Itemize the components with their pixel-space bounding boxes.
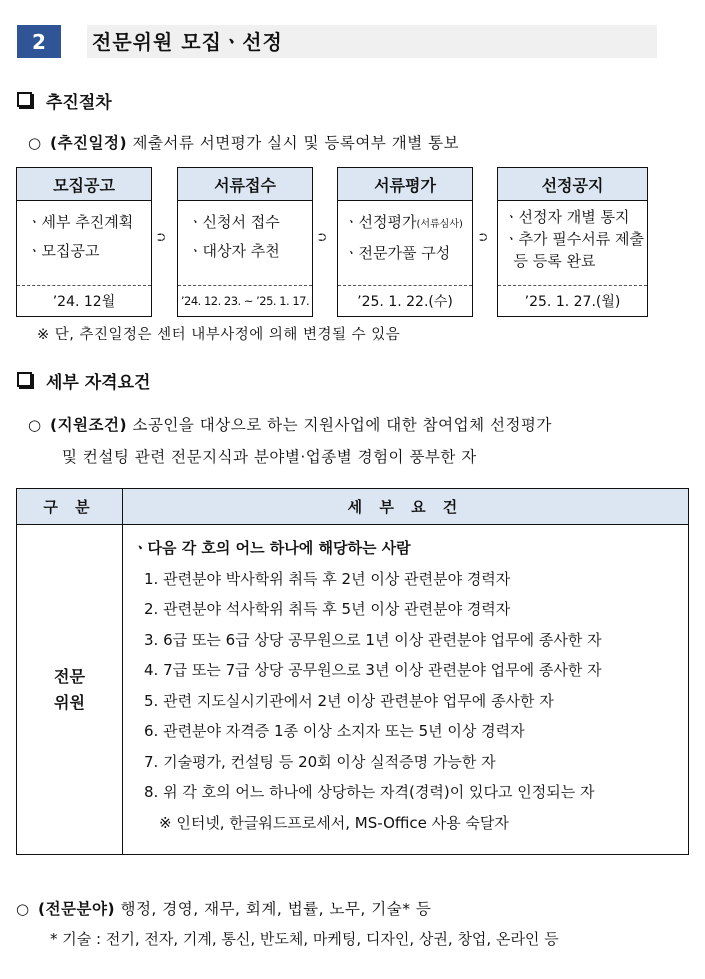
step-title: 선정공지: [498, 168, 647, 201]
process-step-1: [16, 167, 152, 317]
step-item: ㆍ전문가풀 구성: [344, 244, 451, 262]
requirements-table: [16, 488, 689, 855]
requirement-item: 7. 기술평가, 컨설팅 등 20회 이상 실적증명 가능한 자: [144, 752, 496, 771]
step-item: ㆍ대상자 추천: [188, 242, 280, 260]
circle-bullet-icon: ○: [28, 134, 42, 152]
fields-line: ○ (전문분야) 행정, 경영, 재무, 회계, 법률, 노무, 기술* 등: [16, 900, 432, 918]
process-step-4: [497, 167, 648, 317]
circle-bullet-icon: ○: [28, 416, 42, 434]
column-header-category: 구 분: [17, 489, 123, 525]
checkbox-square-icon: [17, 92, 32, 107]
schedule-line: ○ (추진일정) 제출서류 서면평가 실시 및 등록여부 개별 통보: [28, 134, 460, 152]
requirement-footnote: ※ 인터넷, 한글워드프로세서, MS-Office 사용 숙달자: [159, 813, 509, 832]
column-header-details: 세 부 요 건: [123, 489, 689, 525]
requirement-item: 3. 6급 또는 6급 상당 공무원으로 1년 이상 관련분야 업무에 종사한 자: [144, 630, 602, 649]
requirement-item: 5. 관련 지도실시기관에서 2년 이상 관련분야 업무에 종사한 자: [144, 691, 554, 710]
requirement-item: 1. 관련분야 박사학위 취득 후 2년 이상 관련분야 경력자: [144, 569, 511, 588]
qualification-heading: 세부 자격요건: [17, 372, 150, 394]
circle-bullet-icon: ○: [16, 900, 30, 918]
arrow-right-icon: ⮊: [157, 231, 166, 244]
step-date: ’24. 12. 23. ~ ’25. 1. 17.: [178, 285, 312, 316]
requirement-item: 8. 위 각 호의 어느 하나에 상당하는 자격(경력)이 있다고 인정되는 자: [144, 783, 595, 801]
step-item: 등 등록 완료: [504, 252, 596, 270]
step-item: ㆍ선정자 개별 통지: [504, 208, 630, 226]
step-item: ㆍ추가 필수서류 제출: [504, 230, 644, 248]
process-step-2: [177, 167, 313, 317]
row-label: 전문 위원: [17, 525, 123, 855]
arrow-right-icon: ⮊: [318, 231, 327, 244]
step-date: ’24. 12월: [17, 285, 151, 316]
requirements-cell: [123, 525, 689, 855]
process-step-3: [337, 167, 473, 317]
section-title: 전문위원 모집ㆍ선정: [92, 30, 283, 54]
step-item: ㆍ신청서 접수: [188, 213, 280, 231]
step-date: ’25. 1. 22.(수): [338, 285, 472, 316]
step-title: 서류접수: [178, 168, 312, 201]
section-number-badge: 2: [17, 25, 61, 58]
step-title: 서류평가: [338, 168, 472, 201]
step-item: ㆍ세부 추진계획: [27, 213, 134, 231]
checkbox-square-icon: [17, 372, 32, 387]
condition-line-1: ○ (지원조건) 소공인을 대상으로 하는 지원사업에 대한 참여업체 선정평가: [28, 416, 552, 434]
condition-line-2: 및 컨설팅 관련 전문지식과 분야별·업종별 경험이 풍부한 자: [62, 448, 477, 466]
step-item: ㆍ모집공고: [27, 242, 100, 260]
fields-footnote: * 기술 : 전기, 전자, 기계, 통신, 반도체, 마케팅, 디자인, 상권, 창업, 온라인 등: [50, 930, 559, 948]
step-item: ㆍ선정평가(서류심사): [344, 213, 463, 231]
step-title: 모집공고: [17, 168, 151, 201]
procedure-heading: 추진절차: [17, 92, 112, 114]
requirement-item: 2. 관련분야 석사학위 취득 후 5년 이상 관련분야 경력자: [144, 600, 511, 618]
requirements-intro: ㆍ다음 각 호의 어느 하나에 해당하는 사람: [133, 539, 411, 557]
arrow-right-icon: ⮊: [479, 231, 488, 244]
step-date: ’25. 1. 27.(월): [498, 285, 647, 316]
requirement-item: 4. 7급 또는 7급 상당 공무원으로 3년 이상 관련분야 업무에 종사한 자: [144, 661, 602, 679]
schedule-note: ※ 단, 추진일정은 센터 내부사정에 의해 변경될 수 있음: [37, 327, 401, 343]
requirement-item: 6. 관련분야 자격증 1종 이상 소지자 또는 5년 이상 경력자: [144, 722, 525, 740]
